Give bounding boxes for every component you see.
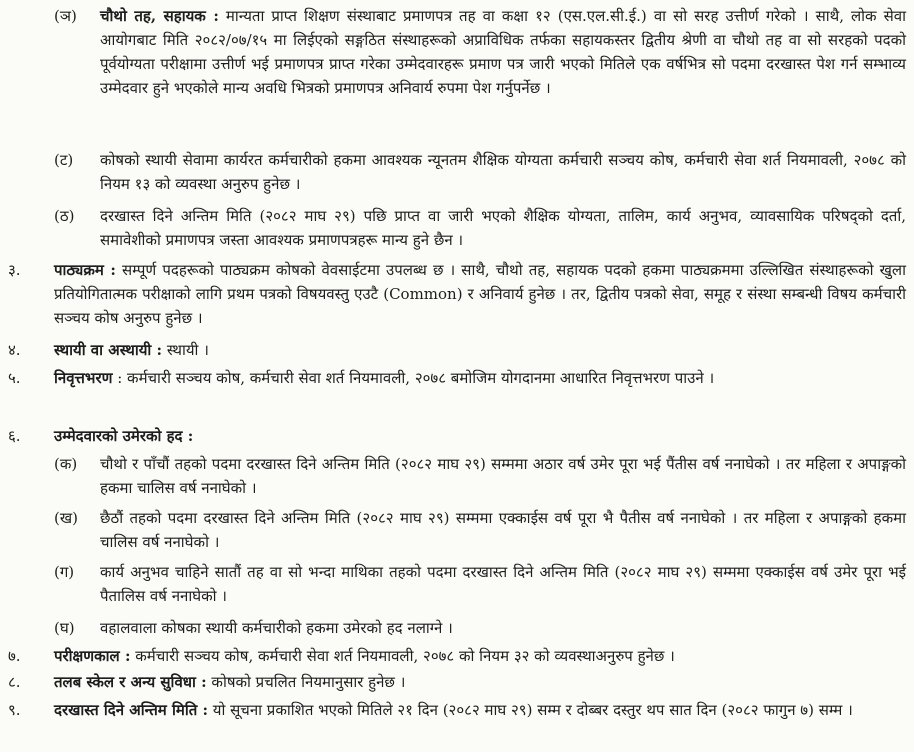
subitem-text: वहालवाला कोषका स्थायी कर्मचारीको हकमा उमेरको हद नलाग्ने ।	[100, 619, 453, 637]
item-number: ९.	[8, 701, 21, 719]
item-label: परीक्षणकाल :	[54, 647, 131, 665]
item-permanency	[0, 338, 906, 362]
item-label: उम्मेदवारको उमेरको हद :	[54, 427, 194, 445]
item-number: ८.	[8, 673, 21, 691]
subitem-tha	[0, 204, 906, 252]
item-label: पाठ्यक्रम :	[54, 261, 116, 279]
item-text: : कर्मचारी सञ्चय कोष, कर्मचारी सेवा शर्त नियमावली, २०७८ बमोजिम योगदानमा आधारित निवृत्तभरण पाउने ।	[112, 369, 715, 387]
item-number: ७.	[8, 647, 21, 665]
subitem-ta	[0, 148, 906, 196]
item-label: तलब स्केल र अन्य सुविधा :	[54, 673, 207, 691]
item-text: कर्मचारी सञ्चय कोष, कर्मचारी सेवा शर्त नियमावली, २०७८ को नियम ३२ को व्यवस्थाअनुरुप हुनेछ ।	[130, 647, 675, 665]
subitem-number: (ग)	[54, 563, 75, 581]
subitem-gha	[0, 616, 906, 640]
item-probation	[0, 644, 906, 668]
item-text: यो सूचना प्रकाशित भएको मितिले २१ दिन (२०८२ माघ २९) सम्म र दोब्बर दस्तुर थप सात दिन (२०८२ फागुन ७) सम्म ।	[208, 701, 853, 719]
item-label: दरखास्त दिने अन्तिम मिति :	[54, 701, 209, 719]
subitem-text: कोषको स्थायी सेवामा कार्यरत कर्मचारीको हकमा आवश्यक न्यूनतम शैक्षिक योग्यता कर्मचारी सञ्चय कोष, कर्मचारी सेवा शर्त नियमावली, २०७८ को नियम १३ को व्यवस्था अनुरुप हुनेछ ।	[100, 151, 906, 193]
item-age-limit	[0, 424, 906, 448]
item-label: निवृत्तभरण	[54, 369, 113, 387]
item-text: सम्पूर्ण पदहरूको पाठ्यक्रम कोषको वेवसाईटमा उपलब्ध छ । साथै, चौथो तह, सहायक पदको हकमा पाठ्यक्रममा उल्लिखित संस्थाहरूको खुला प्रतियोगितात्मक परीक्षाको लागि प्रथम पत्रको विषयवस्तु एउटै (Common) र अनिवार्य हुनेछ । तर, द्वितीय पत्रको सेवा, समूह र संस्था सम्बन्धी विषय कर्मचारी सञ्चय कोष अनुरुप हुनेछ ।	[54, 261, 906, 327]
subitem-text: चौथो र पाँचौं तहको पदमा दरखास्त दिने अन्तिम मिति (२०८२ माघ २९) सम्ममा अठार वर्ष उमेर पूरा भई पैंतीस वर्ष ननाघेको । तर महिला र अपाङ्गको हकमा चालिस वर्ष ननाघेको ।	[100, 455, 906, 497]
subitem-text: दरखास्त दिने अन्तिम मिति (२०८२ माघ २९) पछि प्राप्त वा जारी भएको शैक्षिक योग्यता, तालिम, कार्य अनुभव, व्यावसायिक परिषद्को दर्ता, समावेशीको प्रमाणपत्र जस्ता आवश्यक प्रमाणपत्रहरू मान्य हुने छैन ।	[100, 207, 906, 249]
item-number: ४.	[8, 341, 21, 359]
subitem-ka	[0, 452, 906, 500]
item-curriculum	[0, 258, 906, 330]
subitem-text: मान्यता प्राप्त शिक्षण संस्थाबाट प्रमाणपत्र तह वा कक्षा १२ (एस.एल.सी.ई.) वा सो सरह उत्तीर्ण गरेको । साथै, लोक सेवा आयोगबाट मिति २०८२/०७/१५ मा लिईएको सङ्गठित संस्थाहरूको अप्राविधिक तर्फका सहायकस्तर द्वितीय श्रेणी वा चौथो तह वा सो सरहको पदको पूर्वयोग्यता परीक्षामा उत्तीर्ण भई प्रमाणपत्र प्राप्त गरेका उम्मेदवारहरू प्रमाण पत्र जारी भएको मितिले एक वर्षभित्र सो पदमा दरखास्त पेश गर्न सम्भाव्य उम्मेदवार हुने भएकोले मान्य अवधि भित्रको प्रमाणपत्र अनिवार्य रुपमा पेश गर्नुपर्नेछ ।	[100, 7, 906, 97]
item-pension	[0, 366, 906, 390]
item-number: ३.	[8, 261, 21, 279]
item-label: स्थायी वा अस्थायी :	[54, 341, 163, 359]
subitem-number: (ञ)	[54, 7, 77, 25]
subitem-kha	[0, 506, 906, 554]
subitem-text: छैठौं तहको पदमा दरखास्त दिने अन्तिम मिति (२०८२ माघ २९) सम्ममा एक्काईस वर्ष पूरा भै पैतीस वर्ष ननाघेको । तर महिला र अपाङ्गको हकमा चालिस वर्ष ननाघेको ।	[100, 509, 906, 551]
item-number: ५.	[8, 369, 21, 387]
subitem-text: कार्य अनुभव चाहिने सातौं तह वा सो भन्दा माथिका तहको पदमा दरखास्त दिने अन्तिम मिति (२०८२ माघ २९) सम्ममा एक्काईस वर्ष उमेर पूरा भई पैतालिस वर्ष ननाघेको ।	[100, 563, 906, 605]
subitem-number: (ठ)	[54, 207, 75, 225]
item-text: स्थायी ।	[162, 341, 209, 359]
subitem-ga	[0, 560, 906, 608]
subitem-number: (घ)	[54, 619, 75, 637]
subitem-nya	[0, 4, 906, 100]
subitem-number: (ख)	[54, 509, 78, 527]
subitem-label: चौथो तह, सहायक :	[100, 7, 219, 25]
subitem-number: (क)	[54, 455, 78, 473]
subitem-number: (ट)	[54, 151, 74, 169]
item-deadline	[0, 698, 906, 722]
item-salary	[0, 670, 906, 694]
item-number: ६.	[8, 427, 21, 445]
item-text: कोषको प्रचलित नियमानुसार हुनेछ ।	[206, 673, 406, 691]
